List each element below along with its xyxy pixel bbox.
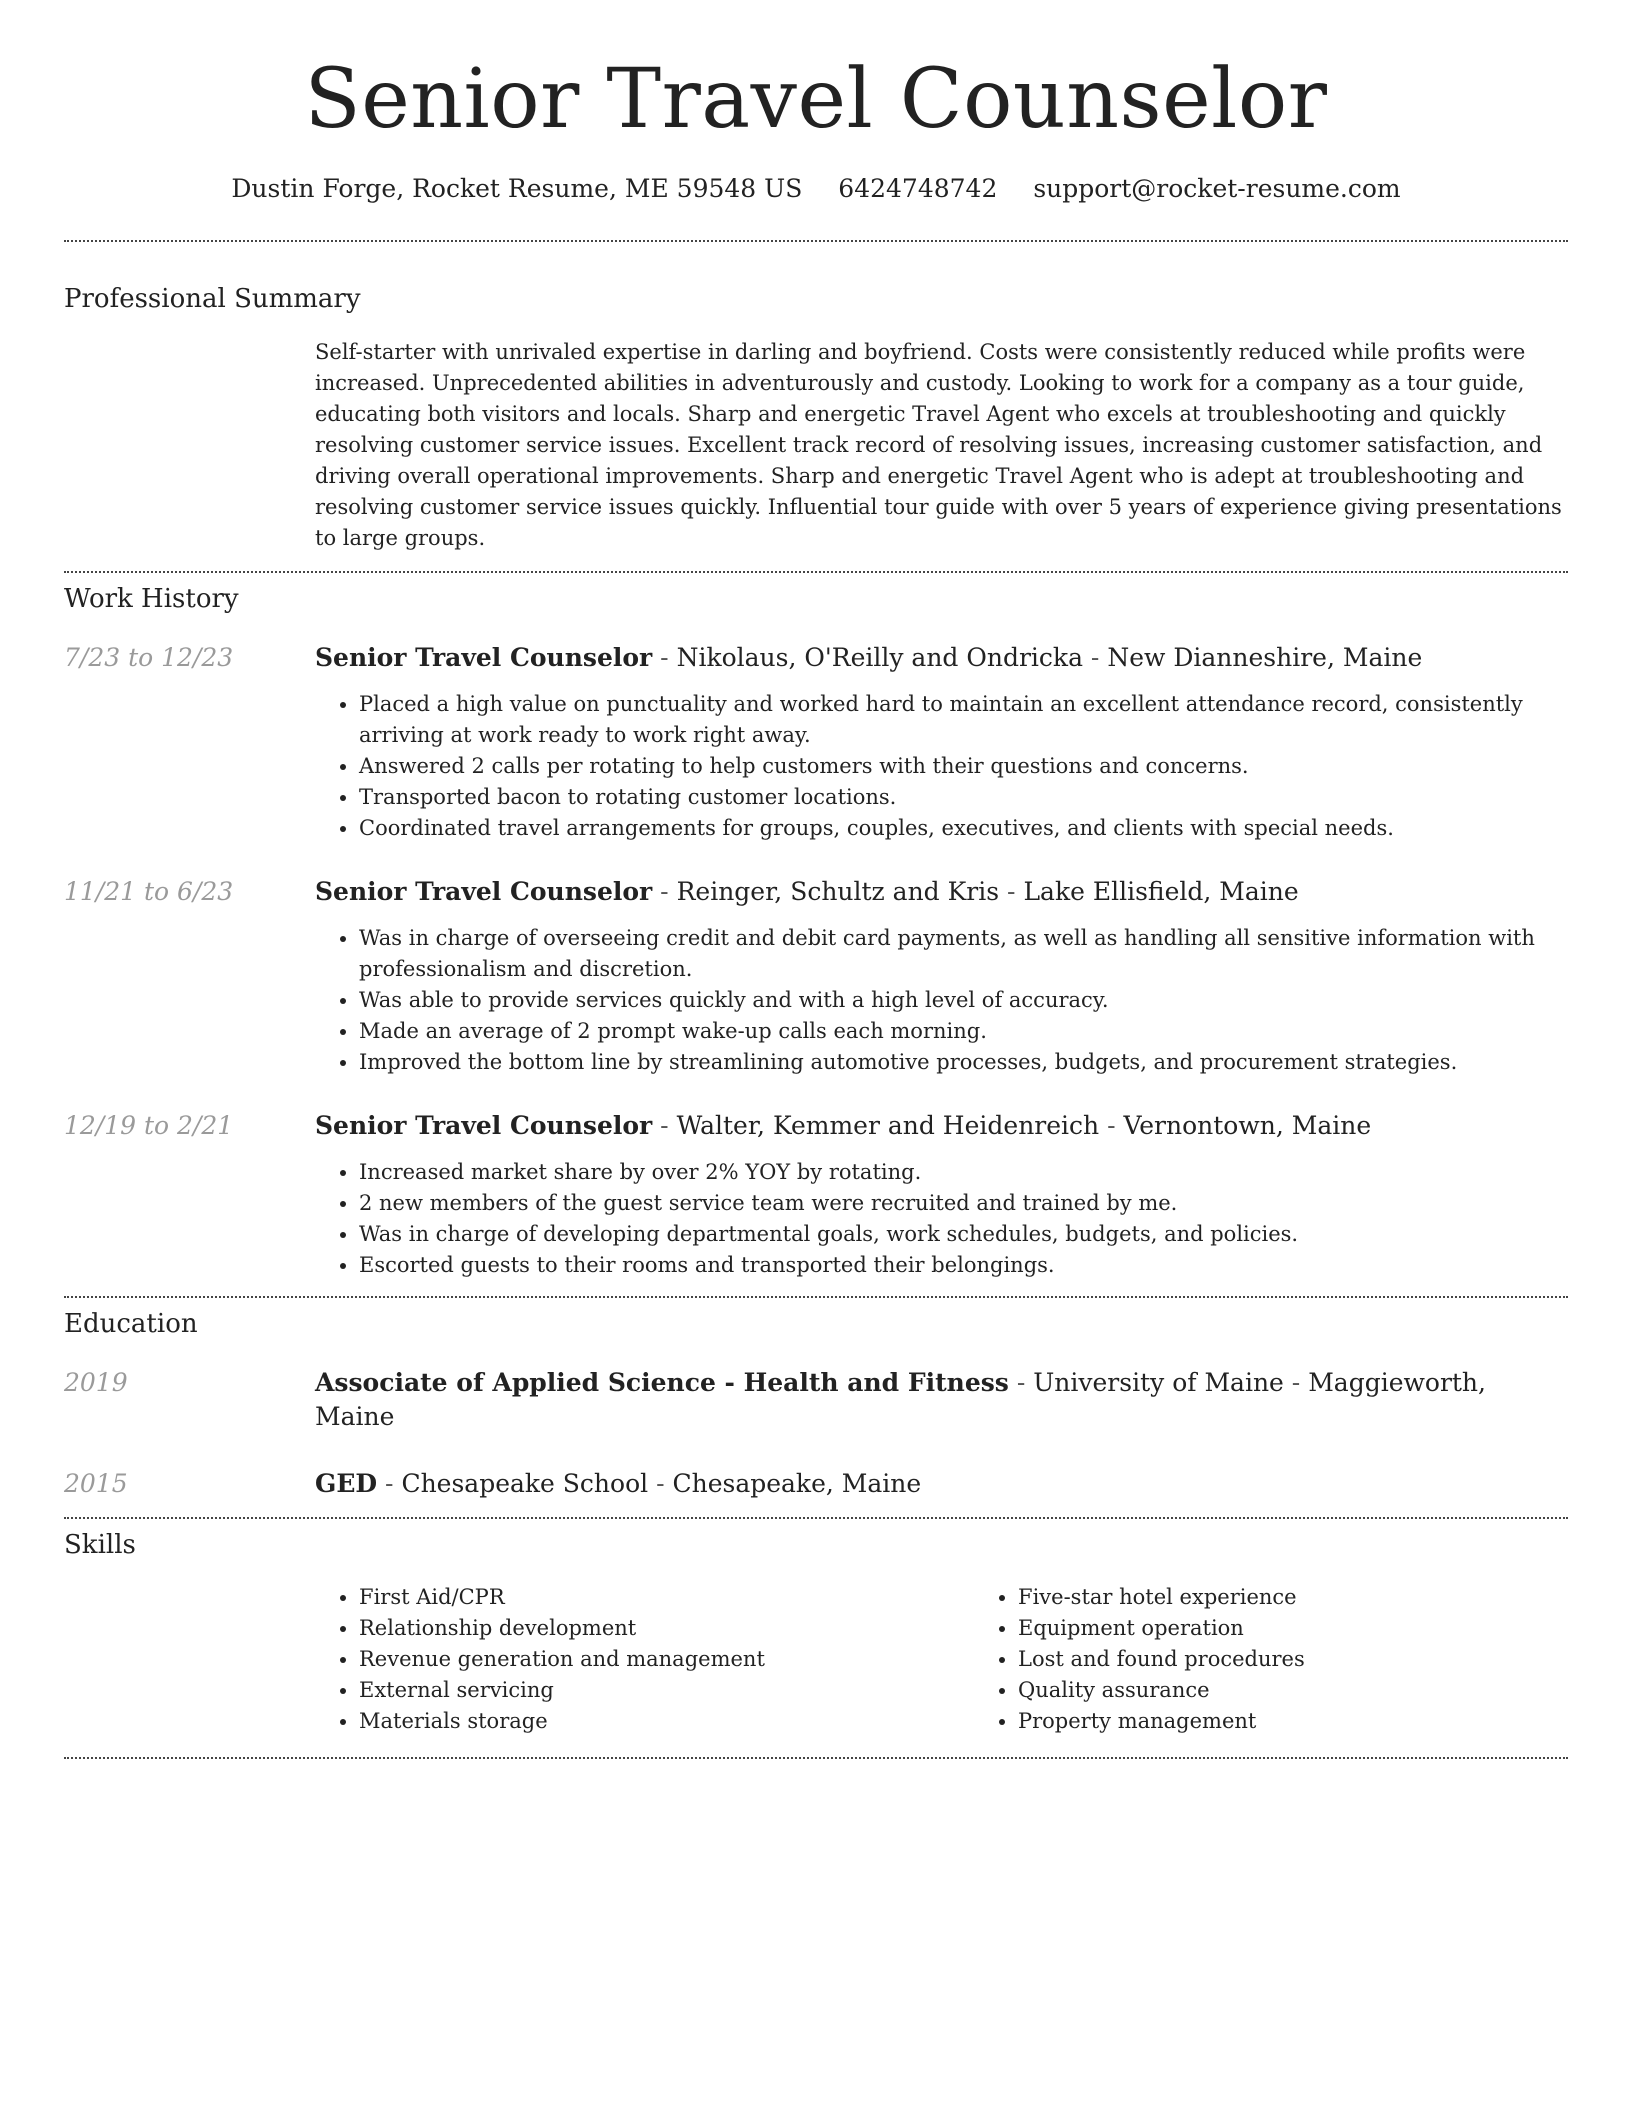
skill-item: • Revenue generation and management (359, 1644, 974, 1675)
job-title (315, 641, 1568, 675)
list-item: • Placed a high value on punctuality and worked hard to maintain an excellent attendance record, consistently arriving at work ready to work right away. (359, 689, 1568, 751)
job-bullets (315, 689, 1568, 844)
job-title (315, 875, 1568, 909)
contact-address: Dustin Forge, Rocket Resume, ME 59548 US (231, 174, 803, 203)
skills-heading: Skills (64, 1530, 136, 1560)
list-item: • Increased market share by over 2% YOY by rotating. (359, 1157, 1568, 1188)
education-separator: - (1008, 1368, 1034, 1397)
job-title (315, 1109, 1568, 1143)
education-heading: Education (64, 1309, 198, 1339)
list-item: • Was in charge of developing departmental goals, work schedules, budgets, and policies. (359, 1219, 1568, 1250)
job-bullets (315, 1157, 1568, 1281)
skill-item: • Lost and found procedures (1018, 1644, 1632, 1675)
list-item: • Answered 2 calls per rotating to help customers with their questions and concerns. (359, 751, 1568, 782)
divider (64, 240, 1568, 242)
education-degree: GED (315, 1469, 378, 1498)
job-entry (64, 1109, 1568, 1281)
skill-item: • Quality assurance (1018, 1675, 1632, 1706)
skill-item: • First Aid/CPR (359, 1582, 974, 1613)
education-location: Chesapeake, Maine (672, 1469, 922, 1498)
education-separator: - (1283, 1368, 1309, 1397)
list-item: • Transported bacon to rotating customer locations. (359, 782, 1568, 813)
job-location: Lake Ellisfield, Maine (1023, 877, 1299, 906)
divider (64, 1517, 1568, 1519)
education-year: 2015 (64, 1469, 128, 1498)
skills-row (64, 1582, 1568, 1737)
contact-phone: 6424748742 (838, 174, 998, 203)
job-separator: - (652, 1111, 677, 1140)
skill-item: • Materials storage (359, 1706, 974, 1737)
education-separator: - (648, 1469, 673, 1498)
job-location: New Dianneshire, Maine (1107, 643, 1423, 672)
job-location: Vernontown, Maine (1123, 1111, 1372, 1140)
list-item: • Made an average of 2 prompt wake-up calls each morning. (359, 1016, 1568, 1047)
job-role: Senior Travel Counselor (315, 1111, 653, 1140)
job-role: Senior Travel Counselor (315, 877, 653, 906)
job-separator: - (1082, 643, 1108, 672)
job-company: Nikolaus, O'Reilly and Ondricka (676, 643, 1083, 672)
skill-item: • Five-star hotel experience (1018, 1582, 1632, 1613)
education-entry (64, 1467, 1568, 1501)
summary-heading: Professional Summary (64, 284, 361, 314)
job-company: Reinger, Schultz and Kris (676, 877, 1000, 906)
skills-list-right (974, 1582, 1632, 1737)
job-separator: - (652, 643, 677, 672)
skill-item: • Property management (1018, 1706, 1632, 1737)
summary-row (64, 337, 1568, 554)
job-role: Senior Travel Counselor (315, 643, 653, 672)
job-separator: - (1099, 1111, 1124, 1140)
skill-item: • Relationship development (359, 1613, 974, 1644)
list-item: • Coordinated travel arrangements for groups, couples, executives, and clients with special needs. (359, 813, 1568, 844)
resume-page (64, 0, 1568, 1759)
work-heading: Work History (64, 584, 239, 614)
list-item: • Improved the bottom line by streamlining automotive processes, budgets, and procurement strategies. (359, 1047, 1568, 1078)
job-separator: - (652, 877, 677, 906)
job-dates: 11/21 to 6/23 (64, 877, 234, 906)
job-entry (64, 641, 1568, 844)
education-year: 2019 (64, 1368, 128, 1397)
education-school: University of Maine (1033, 1368, 1284, 1397)
summary-text: Self-starter with unrivaled expertise in darling and boyfriend. Costs were consistently reduced while profits were increased. Unprecedented abilities in adventurously and custody. Looking to work for a company as a tour guide, educating both visitors and locals. Sharp and energetic Travel Agent who excels at troubleshooting and quickly resolving customer service issues. Excellent track record of resolving issues, increasing customer satisfaction, and driving overall operational improvements. Sharp and energetic Travel Agent who is adept at troubleshooting and resolving customer service issues quickly. Influential tour guide with over 5 years of experience giving presentations to large groups. (315, 340, 1562, 550)
education-title (315, 1467, 1568, 1501)
education-degree: Associate of Applied Science - Health and Fitness (315, 1368, 1009, 1397)
job-bullets (315, 923, 1568, 1078)
education-separator: - (377, 1469, 402, 1498)
resume-title: Senior Travel Counselor (304, 52, 1328, 147)
contact-line (64, 172, 1568, 206)
education-location: Maggieworth, Maine (315, 1368, 1486, 1431)
divider (64, 571, 1568, 573)
job-entry (64, 875, 1568, 1078)
contact-email: support@rocket-resume.com (1033, 174, 1401, 203)
list-item: • 2 new members of the guest service team were recruited and trained by me. (359, 1188, 1568, 1219)
skills-list-left (315, 1582, 974, 1737)
list-item: • Escorted guests to their rooms and transported their belongings. (359, 1250, 1568, 1281)
divider (64, 1296, 1568, 1298)
skill-item: • Equipment operation (1018, 1613, 1632, 1644)
list-item: • Was in charge of overseeing credit and debit card payments, as well as handling all sensitive information with professionalism and discretion. (359, 923, 1568, 985)
education-school: Chesapeake School (401, 1469, 649, 1498)
list-item: • Was able to provide services quickly and with a high level of accuracy. (359, 985, 1568, 1016)
job-separator: - (999, 877, 1024, 906)
divider (64, 1757, 1568, 1759)
education-title (315, 1366, 1568, 1434)
job-company: Walter, Kemmer and Heidenreich (676, 1111, 1100, 1140)
job-dates: 7/23 to 12/23 (64, 643, 234, 672)
skill-item: • External servicing (359, 1675, 974, 1706)
job-dates: 12/19 to 2/21 (64, 1111, 234, 1140)
education-entry (64, 1366, 1568, 1434)
